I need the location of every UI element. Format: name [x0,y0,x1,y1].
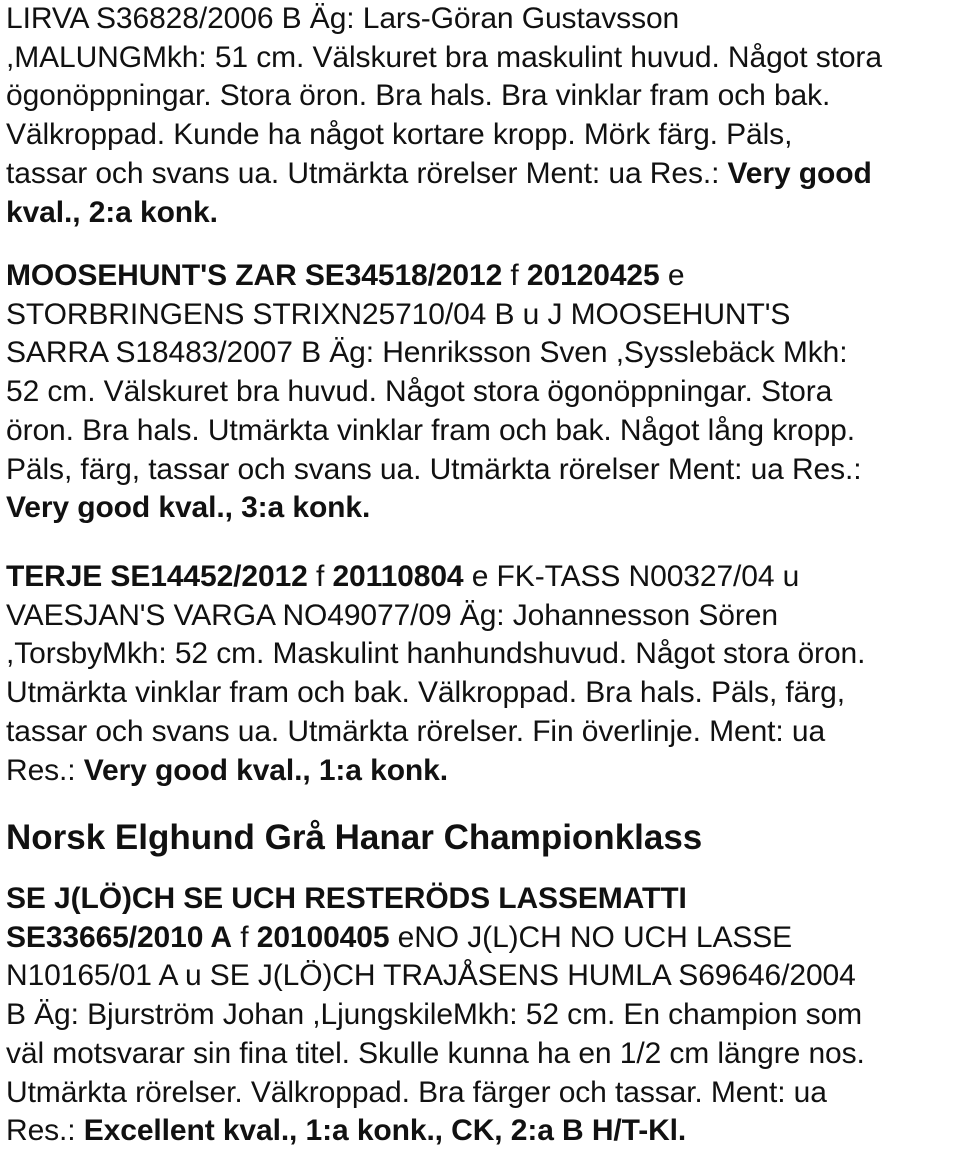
moosehunt-line-4: 52 cm. Välskuret bra huvud. Något stora ögonöppningar. Stora [6,375,833,409]
lassematti-line-3: N10165/01 A u SE J(LÖ)CH TRAJÅSENS HUMLA S69646/2004 [6,959,856,993]
lassematti-line-5: väl motsvarar sin fina titel. Skulle kunna ha en 1/2 cm längre nos. [6,1036,865,1070]
lirva-line-4: Välkroppad. Kunde ha något kortare kropp. Mörk färg. Päls, [6,118,793,152]
moosehunt-line-3: SARRA S18483/2007 B Äg: Henriksson Sven ,Sysslebäck Mkh: [6,336,848,370]
lassematti-f: f [232,920,257,954]
lirva-line-2: ,MALUNGMkh: 51 cm. Välskuret bra maskulint huvud. Något stora [6,40,882,74]
lirva-line-3: ögonöppningar. Stora öron. Bra hals. Bra vinklar fram och bak. [6,79,831,113]
terje-f: f [307,560,333,593]
lassematti-birth: 20100405 [256,920,390,954]
lassematti-line-4: B Äg: Bjurström Johan ,LjungskileMkh: 52 cm. En champion som [6,998,863,1032]
lassematti-line-2-rest: eNO J(L)CH NO UCH LASSE [389,920,793,954]
lassematti-reg: SE33665/2010 A [6,920,233,954]
terje-line-4: Utmärkta vinklar fram och bak. Välkroppad. Bra hals. Päls, färg, [6,676,845,710]
moosehunt-e: e [659,259,685,292]
moosehunt-line-6: Päls, färg, tassar och svans ua. Utmärkta rörelser Ment: ua Res.: [6,452,862,486]
section-heading: Norsk Elghund Grå Hanar Championklass [6,818,703,857]
terje-line-1-rest: e FK-TASS N00327/04 u [463,560,800,593]
lirva-line-1: LIRVA S36828/2006 B Äg: Lars-Göran Gustavsson [6,2,680,35]
entry-lirva [6,0,956,232]
moosehunt-name-reg: MOOSEHUNT'S ZAR SE34518/2012 [6,259,503,292]
moosehunt-birth: 20120425 [526,259,660,292]
moosehunt-line-5: öron. Bra hals. Utmärkta vinklar fram och bak. Något lång kropp. [6,413,855,447]
entry-moosehunt-zar [6,257,956,528]
lirva-result-grade: Very good [727,156,872,190]
entry-lassematti [6,880,956,1151]
terje-line-3: ,TorsbyMkh: 52 cm. Maskulint hanhundshuvud. Något stora öron. [6,637,866,671]
terje-result: Very good kval., 1:a konk. [83,753,448,787]
moosehunt-f: f [502,259,527,292]
terje-name-reg: TERJE SE14452/2012 [6,560,308,593]
terje-birth: 20110804 [332,560,464,593]
terje-line-5: tassar och svans ua. Utmärkta rörelser. Fin överlinje. Ment: ua [6,714,826,748]
moosehunt-line-2: STORBRINGENS STRIXN25710/04 B u J MOOSEHUNT'S [6,297,791,331]
terje-line-2: VAESJAN'S VARGA NO49077/09 Äg: Johannesson Sören [6,598,778,632]
lassematti-line-6: Utmärkta rörelser. Välkroppad. Bra färger och tassar. Ment: ua [6,1075,827,1109]
terje-line-6: Res.: [6,753,84,787]
lassematti-title-name: SE J(LÖ)CH SE UCH RESTERÖDS LASSEMATTI [6,882,687,915]
lassematti-result: Excellent kval., 1:a konk., CK, 2:a B H/T-Kl. [83,1114,687,1148]
moosehunt-result: Very good kval., 3:a konk. [6,491,371,525]
lassematti-line-7: Res.: [6,1114,84,1148]
lirva-result-placement: kval., 2:a konk. [6,195,218,229]
entry-terje [6,558,956,790]
lirva-line-5: tassar och svans ua. Utmärkta rörelser Ment: ua Res.: [6,156,728,190]
